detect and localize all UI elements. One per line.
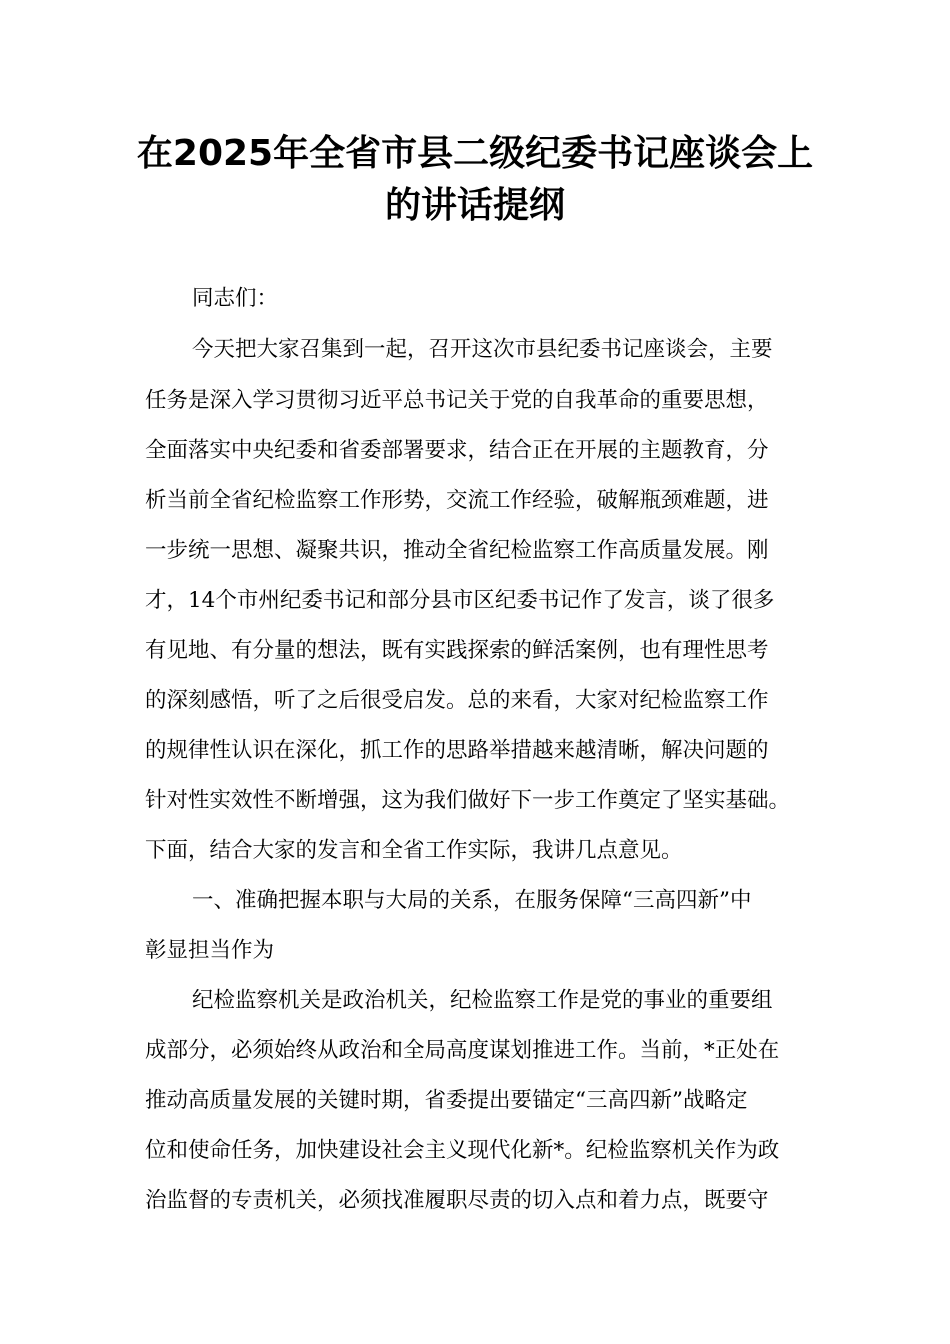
paragraph-line: 推动高质量发展的关键时期，省委提出要锚定“三高四新”战略定 [145, 1088, 748, 1113]
paragraph-line: 的深刻感悟，听了之后很受启发。总的来看，大家对纪检监察工作 [145, 688, 769, 713]
paragraph-line: 成部分，必须始终从政治和全局高度谋划推进工作。当前，*正处在 [145, 1038, 780, 1063]
paragraph-line: 析当前全省纪检监察工作形势，交流工作经验，破解瓶颈难题，进 [145, 488, 769, 513]
paragraph-line: 的规律性认识在深化，抓工作的思路举措越来越清晰，解决问题的 [145, 738, 769, 763]
paragraph-line: 才，14个市州纪委书记和部分县市区纪委书记作了发言，谈了很多 [145, 588, 775, 613]
paragraph-line: 一步统一思想、凝聚共识，推动全省纪检监察工作高质量发展。刚 [145, 538, 769, 563]
document-title-line-1: 在2025年全省市县二级纪委书记座谈会上 [136, 133, 814, 174]
document-title-line-2: 的讲话提纲 [384, 185, 565, 226]
paragraph-line: 全面落实中央纪委和省委部署要求，结合正在开展的主题教育，分 [145, 438, 769, 463]
paragraph-line: 针对性实效性不断增强，这为我们做好下一步工作奠定了坚实基础。 [145, 788, 791, 813]
salutation: 同志们： [192, 286, 279, 311]
section-heading-line: 彰显担当作为 [145, 938, 275, 963]
paragraph-line: 今天把大家召集到一起，召开这次市县纪委书记座谈会，主要 [192, 337, 773, 362]
paragraph-line: 下面，结合大家的发言和全省工作实际，我讲几点意见。 [145, 838, 683, 863]
paragraph-line: 纪检监察机关是政治机关，纪检监察工作是党的事业的重要组 [192, 988, 773, 1013]
paragraph-line: 有见地、有分量的想法，既有实践探索的鲜活案例，也有理性思考 [145, 638, 769, 663]
paragraph-line: 任务是深入学习贯彻习近平总书记关于党的自我革命的重要思想， [145, 388, 769, 413]
section-heading-line: 一、准确把握本职与大局的关系，在服务保障“三高四新”中 [192, 888, 752, 913]
paragraph-line: 位和使命任务，加快建设社会主义现代化新*。纪检监察机关作为政 [145, 1138, 780, 1163]
paragraph-line: 治监督的专责机关，必须找准履职尽责的切入点和着力点，既要守 [145, 1188, 769, 1213]
